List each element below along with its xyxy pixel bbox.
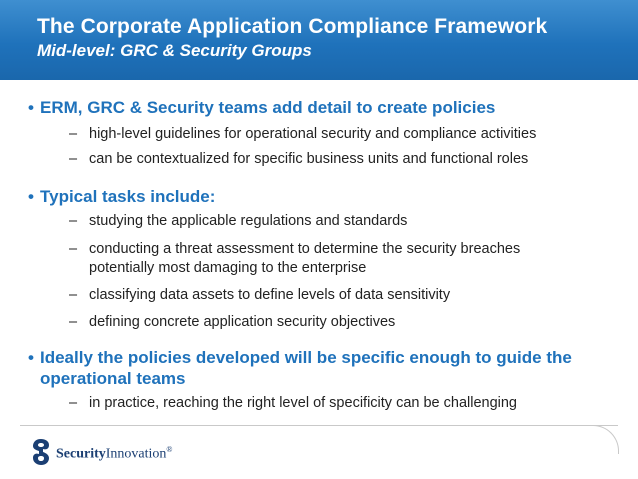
dash-glyph: – [69, 126, 78, 142]
bullet-dot: • [28, 348, 34, 367]
dash-glyph: – [69, 287, 78, 303]
footer-corner [590, 425, 619, 454]
bullet-3-text-line-1: Ideally the policies developed will be specific enough to guide the [40, 348, 572, 367]
dash-glyph: – [69, 395, 78, 411]
sub-text: studying the applicable regulations and standards [89, 213, 408, 229]
logo-wordmark [56, 445, 173, 463]
dash-glyph: – [69, 213, 78, 229]
sub-text: high-level guidelines for operational security and compliance activities [89, 126, 537, 142]
logo-wordmark-regular: Innovation [105, 446, 167, 462]
bullet-3 [28, 347, 572, 368]
bullet-dot: • [28, 98, 34, 117]
slide-title: The Corporate Application Compliance Framework [37, 15, 548, 38]
bullet-1-text: ERM, GRC & Security teams add detail to create policies [40, 98, 496, 117]
dash-glyph: – [69, 151, 78, 167]
sub-text: classifying data assets to define levels of data sensitivity [89, 287, 451, 303]
sub-text: potentially most damaging to the enterprise [89, 260, 367, 276]
sub-text: can be contextualized for specific business units and functional roles [89, 151, 529, 167]
bullet-2 [28, 186, 216, 207]
bullet-3-text-line-2: operational teams [40, 369, 186, 388]
logo-trademark: ® [166, 445, 173, 454]
sub-text: defining concrete application security objectives [89, 314, 396, 330]
bullet-dot: • [28, 187, 34, 206]
slide-subtitle: Mid-level: GRC & Security Groups [37, 41, 312, 60]
footer-divider [20, 425, 618, 426]
slide-header [0, 0, 638, 80]
logo-icon [30, 437, 52, 467]
bullet-2-text: Typical tasks include: [40, 187, 216, 206]
bullet-1 [28, 97, 496, 118]
dash-glyph: – [69, 241, 78, 257]
sub-text: in practice, reaching the right level of specificity can be challenging [89, 395, 517, 411]
logo-wordmark-bold: Security [56, 446, 106, 462]
bullet-3-cont [40, 368, 186, 389]
sub-text: conducting a threat assessment to determine the security breaches [89, 241, 521, 257]
dash-glyph: – [69, 314, 78, 330]
